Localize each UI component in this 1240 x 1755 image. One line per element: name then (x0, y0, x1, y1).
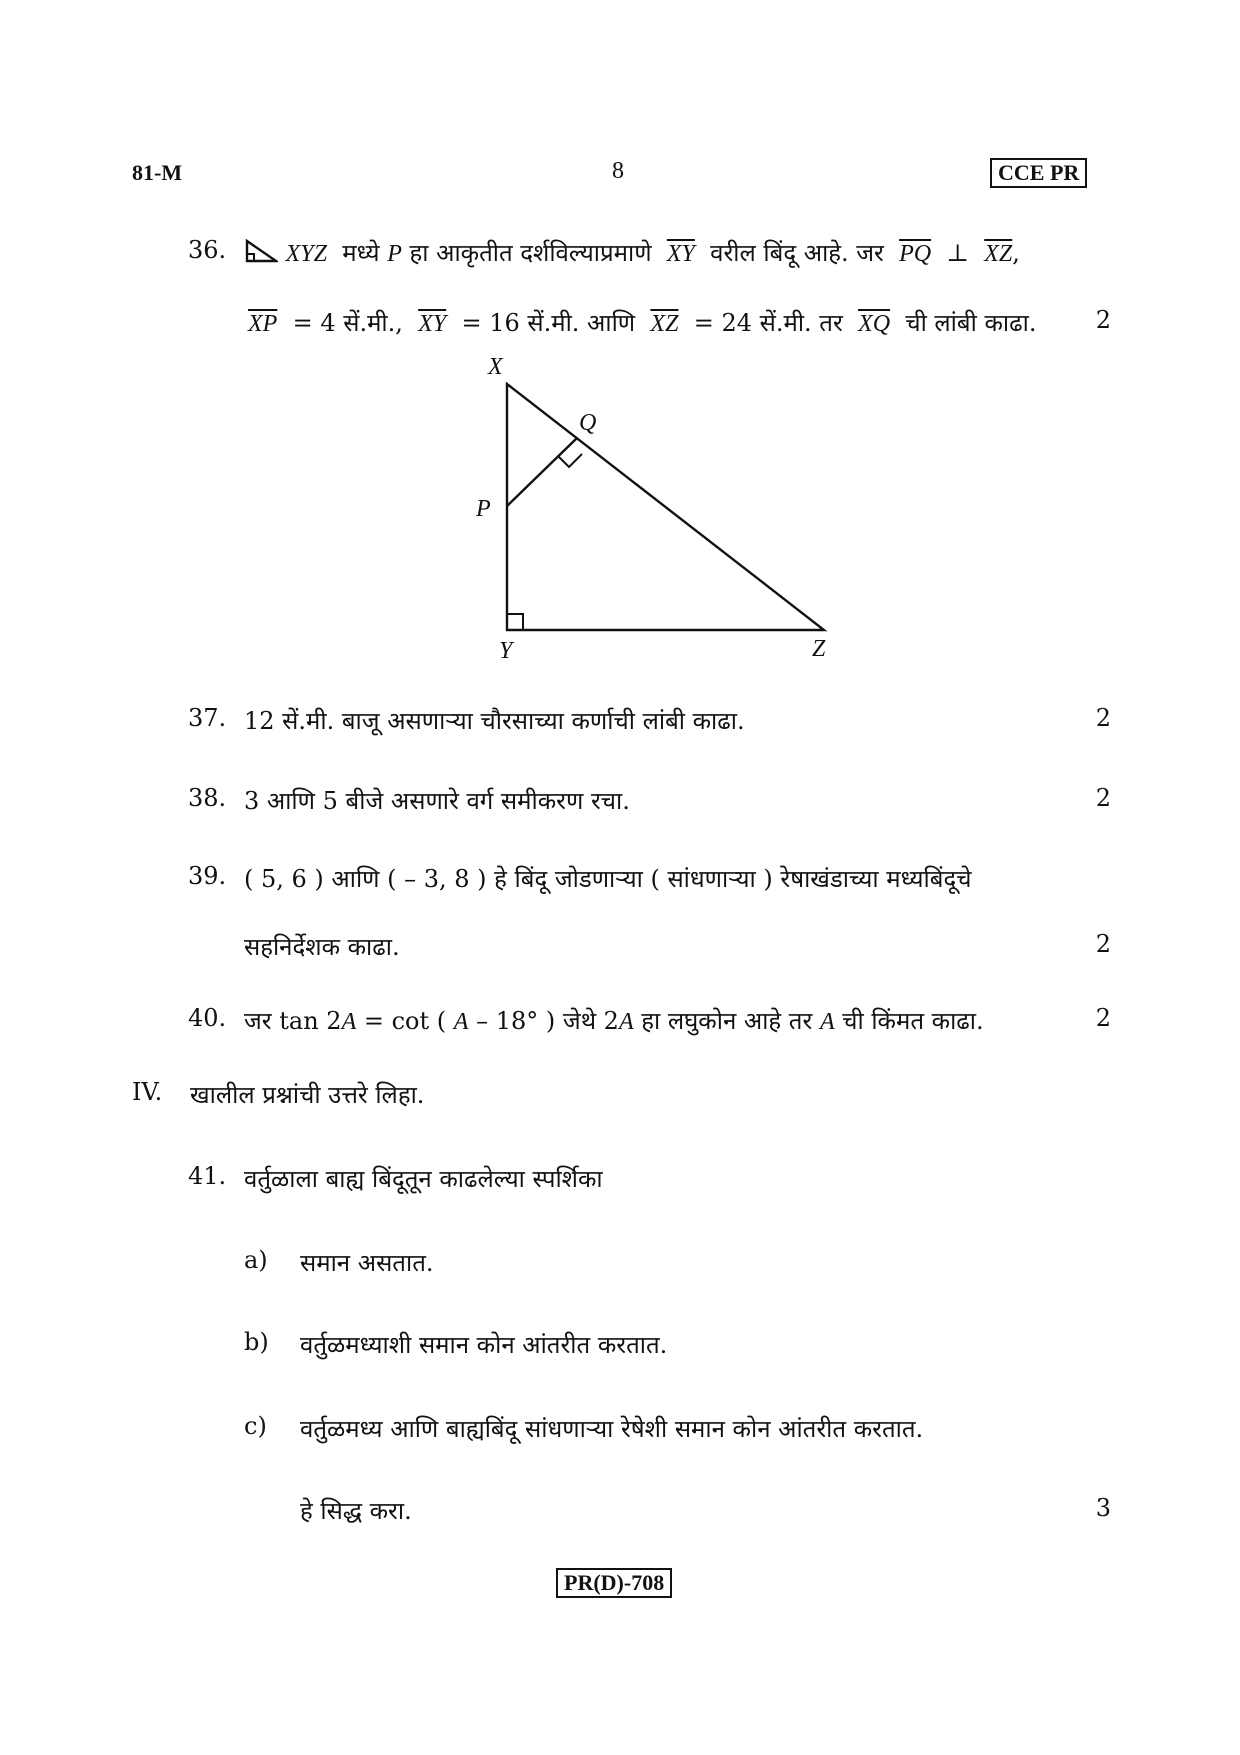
label-x: X (488, 354, 503, 380)
question-41-option-label: b) (244, 1328, 269, 1356)
footer-code: PR(D)-708 (556, 1568, 672, 1598)
question-37-number: 37. (188, 704, 227, 732)
question-41-text: वर्तुळाला बाह्य बिंदूतून काढलेल्या स्पर्शिका (244, 1165, 603, 1193)
question-36-marks: 2 (1095, 306, 1111, 334)
triangle-figure (440, 350, 860, 670)
question-41-option-text: समान असतात. (300, 1249, 434, 1277)
question-41-option-label: c) (244, 1412, 267, 1440)
paper-code: 81-M (132, 160, 183, 185)
question-38-marks: 2 (1095, 784, 1111, 812)
question-38-text: 3 आणि 5 बीजे असणारे वर्ग समीकरण रचा. (244, 787, 630, 815)
question-36-line1: XYZ मध्ये P हा आकृतीत दर्शविल्याप्रमाणे $\overline{XY}$ वरील बिंदू आहे. जर $\overline{PQ}$ ⊥ $\overline{XZ}$, (244, 236, 1020, 269)
section-instruction: खालील प्रश्नांची उत्तरे लिहा. (190, 1081, 425, 1109)
question-36-number: 36. (188, 236, 227, 264)
label-p: P (476, 496, 491, 522)
label-q: Q (579, 410, 597, 436)
question-41-option-text: वर्तुळमध्य आणि बाह्यबिंदू सांधणाऱ्या रेषेशी समान कोन आंतरीत करतात. (300, 1415, 924, 1443)
right-angle-q (558, 454, 582, 467)
question-38-number: 38. (188, 784, 227, 812)
question-41-option-label: a) (244, 1246, 268, 1274)
question-40-number: 40. (188, 1004, 227, 1032)
triangle-xyz (507, 384, 824, 630)
question-36-line2: $\overline{XP} = 4$ सें.मी., $\overline{XY} = 16$ सें.मी. आणि $\overline{XZ} = 24$ सें.मी. तर $\overline{XQ}$ ची लांबी काढा. (248, 309, 1037, 337)
section-number: IV. (132, 1078, 163, 1106)
question-39-number: 39. (188, 862, 227, 890)
question-40-marks: 2 (1095, 1004, 1111, 1032)
question-41-prove: हे सिद्ध करा. (300, 1497, 412, 1525)
question-41-marks: 3 (1095, 1494, 1111, 1522)
question-41-option-text: वर्तुळमध्याशी समान कोन आंतरीत करतात. (300, 1331, 668, 1359)
question-40-text: जर tan 2A = cot ( A – 18° ) जेथे 2A हा लघुकोन आहे तर A ची किंमत काढा. (244, 1007, 984, 1035)
page-number: 8 (612, 158, 624, 184)
segment-pq (507, 438, 577, 506)
question-39-marks: 2 (1095, 930, 1111, 958)
label-z: Z (812, 636, 826, 662)
question-37-marks: 2 (1095, 704, 1111, 732)
right-angle-y (507, 614, 523, 630)
series-badge: CCE PR (990, 158, 1087, 188)
label-y: Y (499, 638, 513, 664)
question-39-line2: सहनिर्देशक काढा. (244, 933, 400, 961)
question-41-number: 41. (188, 1162, 227, 1190)
question-37-text: 12 सें.मी. बाजू असणाऱ्या चौरसाच्या कर्णाची लांबी काढा. (244, 707, 745, 735)
question-39-line1: ( 5, 6 ) आणि ( – 3, 8 ) हे बिंदू जोडणाऱ्या ( सांधणाऱ्या ) रेषाखंडाच्या मध्यबिंदूचे (244, 865, 972, 893)
right-triangle-icon (244, 239, 278, 263)
